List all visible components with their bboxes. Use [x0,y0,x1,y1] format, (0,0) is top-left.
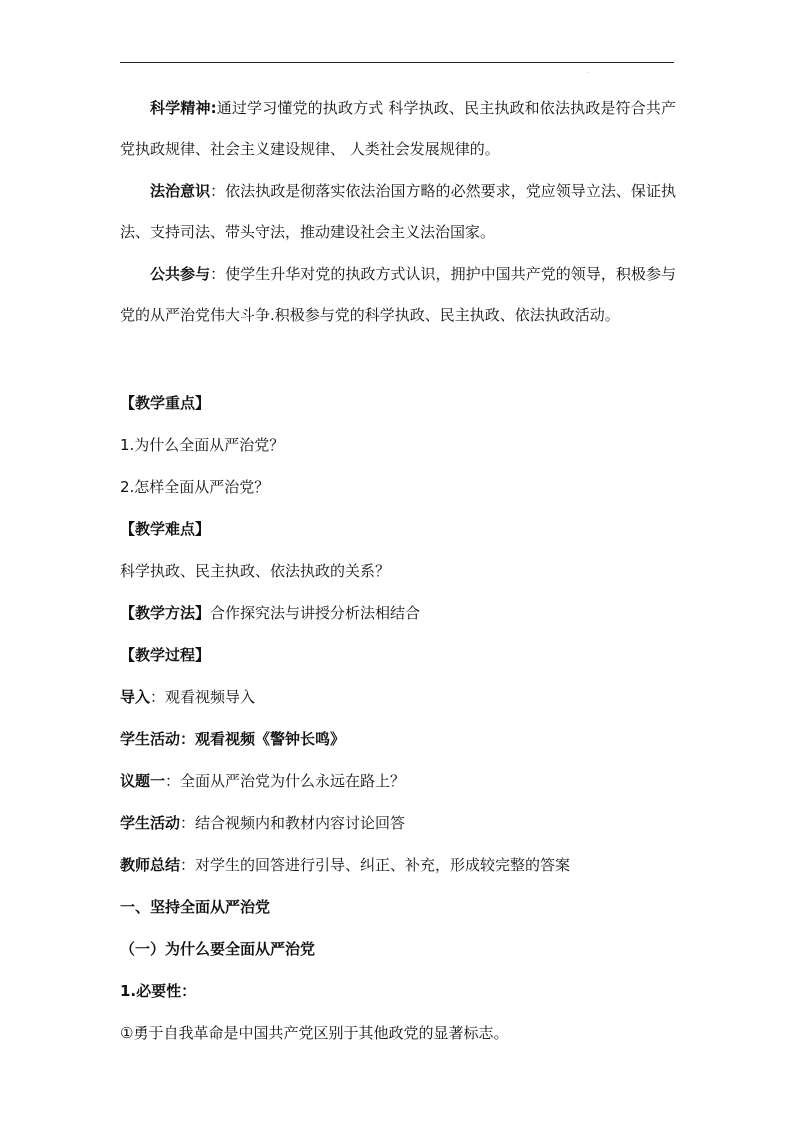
key-points-heading: 【教学重点】 [120,394,211,412]
topic-label: 议题一 [120,772,166,790]
topic-line [120,760,676,802]
intro-line [120,676,676,718]
necessity-heading: 1.必要性： [120,982,197,1000]
intro-label: 导入 [120,688,151,706]
teacher-summary [120,844,676,886]
difficult-points-text: 科学执政、民主执政、依法执政的关系？ [120,562,391,580]
objective-rule-of-law [120,171,676,253]
key-point-item: 2.怎样全面从严治党？ [120,478,270,496]
student-activity-video: 学生活动：观看视频《警钟长鸣》 [120,730,346,748]
objective-text: 通过学习懂党的执政方式 科学执政、民主执政和依法执政是符合共产党执政规律、社会主义建设规律、 人类社会发展规律的。 [120,99,677,158]
difficult-points-heading: 【教学难点】 [120,520,211,538]
header-rule [120,62,674,63]
topic-text: ：全面从严治党为什么永远在路上？ [165,772,406,790]
summary-label: 教师总结 [120,856,181,874]
subsection-heading: （一）为什么要全面从严治党 [120,940,316,958]
methods-line [120,592,676,634]
objective-label: 科学精神: [150,99,217,117]
activity-label: 学生活动 [120,814,181,832]
section-gap [120,336,676,382]
objective-text: ：依法执政是彻落实依法治国方略的必然要求，党应领导立法、保证执法、支持司法、带头守法，推动建设社会主义法治国家。 [120,182,676,241]
key-point-item: 1.为什么全面从严治党？ [120,436,285,454]
header-dot: · [587,70,589,77]
document-body [120,88,676,1054]
process-heading: 【教学过程】 [120,646,211,664]
objective-text: ：使学生升华对党的执政方式认识，拥护中国共产党的领导，积极参与党的从严治党伟大斗争.积极参与党的科学执政、民主执政、依法执政活动。 [120,265,676,324]
student-activity-discussion [120,802,676,844]
objective-science-spirit [120,88,676,170]
methods-heading: 【教学方法】 [120,604,211,622]
summary-text: ：对学生的回答进行引导、纠正、补充，形成较完整的答案 [180,856,571,874]
intro-text: ：观看视频导入 [150,688,256,706]
objective-public-participation [120,254,676,336]
point-item: ①勇于自我革命是中国共产党区别于其他政党的显著标志。 [120,1024,509,1042]
objective-label: 法治意识 [150,182,211,200]
section-heading: 一、坚持全面从严治党 [120,898,271,916]
objective-label: 公共参与 [150,265,211,283]
methods-text: 合作探究法与讲授分析法相结合 [210,604,421,622]
activity-text: ：结合视频内和教材内容讨论回答 [180,814,406,832]
